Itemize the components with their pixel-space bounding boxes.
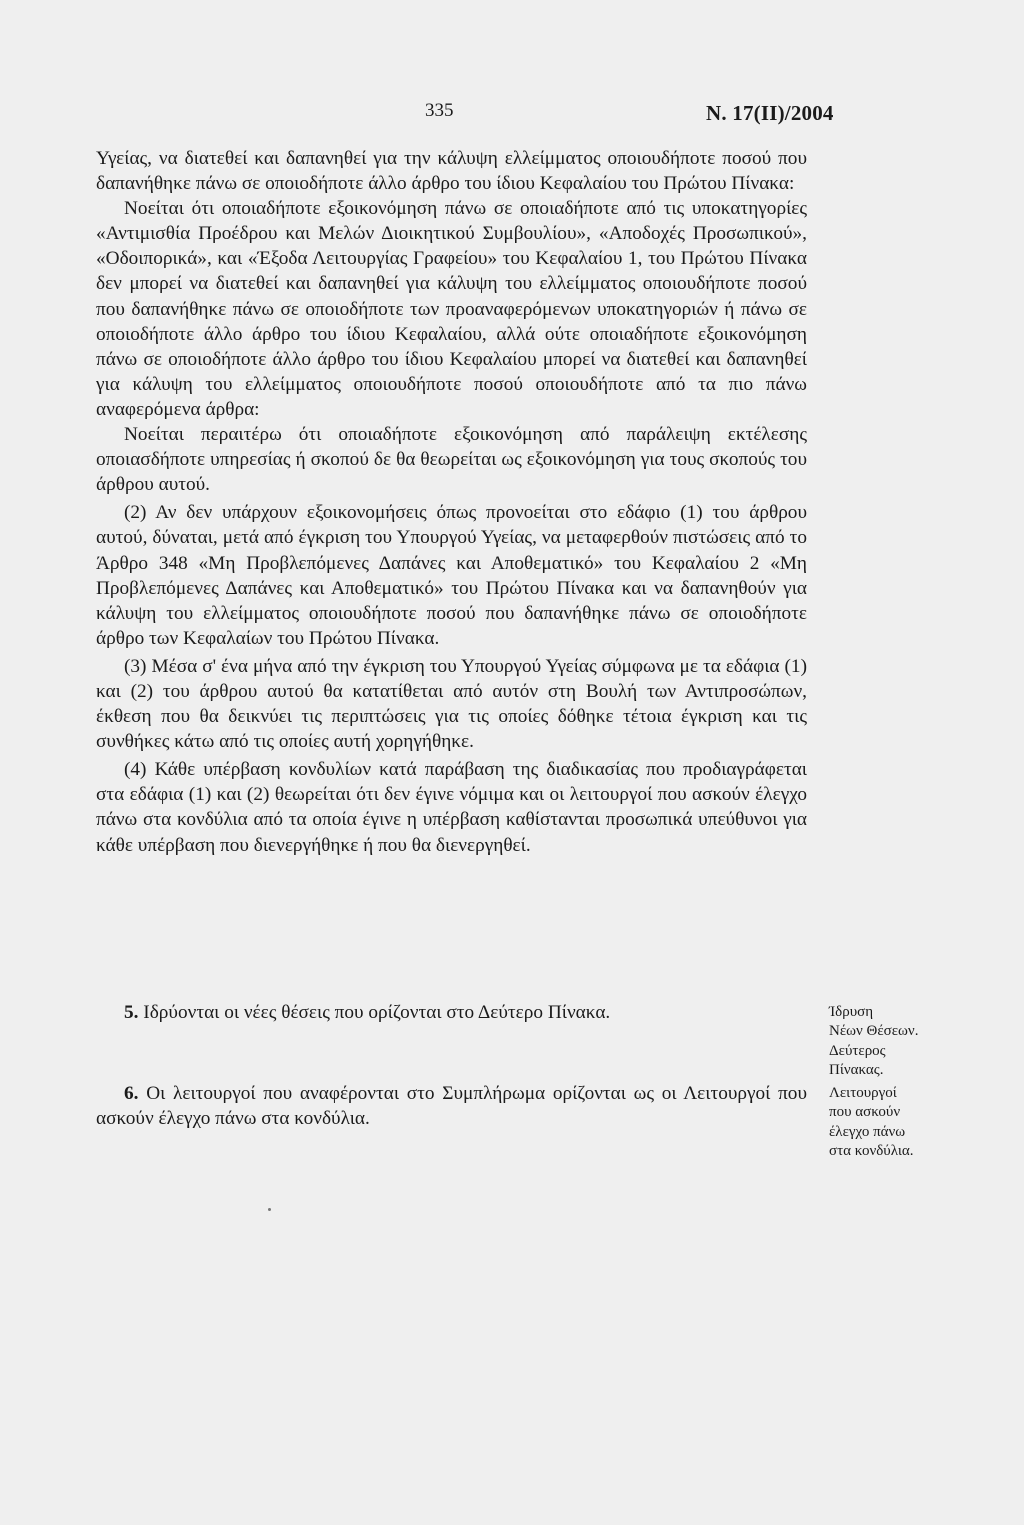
paragraph-subsection-3: (3) Μέσα σ' ένα μήνα από την έγκριση του Υπουργού Υγείας σύμφωνα με τα εδάφια (1) και (2) του άρθρου αυτού θα κατατίθεται από αυτόν στη Βουλή των Αντιπροσώπων, έκθεση που θα δεικνύει τις περιπτώσεις για τις οποίες δόθηκε τέτοια έγκριση και τις συνθήκες κάτω από τις οποίες αυτή χορηγήθηκε. (96, 655, 807, 753)
section-5 (96, 1000, 807, 1025)
paragraph-subsection-4: (4) Κάθε υπέρβαση κονδυλίων κατά παράβαση της διαδικασίας που προδιαγράφεται στα εδάφια (1) και (2) θεωρείται ότι δεν έγινε νόμιμα και οι λειτουργοί που ασκούν έλεγχο πάνω στα κονδύλια από τα οποία έγινε η υπέρβαση καθίστανται προσωπικά υπεύθυνοι για κάθε υπέρβαση που διενεργήθηκε ή που θα διενεργηθεί. (96, 759, 807, 856)
section-5-number: 5. (124, 1002, 139, 1023)
margin-note-line: που ασκούν (829, 1104, 901, 1121)
section-6 (96, 1081, 807, 1131)
margin-note-line: έλεγχο πάνω (829, 1123, 906, 1140)
paragraph-continuation: Υγείας, να διατεθεί και δαπανηθεί για την κάλυψη ελλείμματος οποιουδήποτε ποσού που δαπανήθηκε πάνω σε οποιοδήποτε άλλο άρθρο του ίδιου Κεφαλαίου του Πρώτου Πίνακα: (96, 148, 807, 195)
margin-note-line: Νέων Θέσεων. (829, 1023, 919, 1040)
margin-note-line: Πίνακας. (829, 1061, 884, 1078)
paragraph-subsection-2: (2) Αν δεν υπάρχουν εξοικονομήσεις όπως προνοείται στο εδάφιο (1) του άρθρου αυτού, δύναται, μετά από έγκριση του Υπουργού Υγείας, να μεταφερθούν πιστώσεις από το Άρθρο 348 «Μη Προβλεπόμενες Δαπάνες και Αποθεματικό» του Κεφαλαίου 2 «Μη Προβλεπόμενες Δαπάνες και Αποθεματικό» του Πρώτου Πίνακα και να δαπανηθούν για κάλυψη του ελλείμματος οποιουδήποτε ποσού που δαπανήθηκε πάνω σε οποιοδήποτε άρθρο των Κεφαλαίων του Πρώτου Πίνακα. (96, 502, 807, 649)
margin-note-line: Δεύτερος (829, 1042, 886, 1059)
law-number: Ν. 17(ΙΙ)/2004 (706, 101, 834, 125)
margin-note-section-5 (829, 1003, 959, 1080)
section-6-number: 6. (124, 1083, 139, 1104)
margin-note-section-6 (829, 1084, 959, 1161)
main-body (96, 146, 807, 858)
scan-speck (268, 1208, 271, 1211)
margin-note-line: Λειτουργοί (829, 1085, 897, 1101)
paragraph-proviso-2: Νοείται περαιτέρω ότι οποιαδήποτε εξοικονόμηση από παράλειψη εκτέλεσης οποιασδήποτε υπηρεσίας ή σκοπού δε θα θεωρείται ως εξοικονόμηση για τους σκοπούς του άρθρου αυτού. (96, 424, 807, 496)
section-5-text: Ιδρύονται οι νέες θέσεις που ορίζονται στο Δεύτερο Πίνακα. (143, 1002, 611, 1023)
page-number: 335 (425, 100, 454, 121)
section-6-text: Οι λειτουργοί που αναφέρονται στο Συμπλήρωμα ορίζονται ως οι Λειτουργοί που ασκούν έλεγχο πάνω στα κονδύλια. (96, 1083, 807, 1130)
margin-note-line: Ίδρυση (829, 1004, 874, 1020)
paragraph-proviso-1: Νοείται ότι οποιαδήποτε εξοικονόμηση πάνω σε οποιαδήποτε από τις υποκατηγορίες «Αντιμισθία Προέδρου και Μελών Διοικητικού Συμβουλίου», «Αποδοχές Προσωπικού», «Οδοιπορικά», και «Έξοδα Λειτουργίας Γραφείου» του Κεφαλαίου 1, του Πρώτου Πίνακα δεν μπορεί να διατεθεί και δαπανηθεί για κάλυψη του ελλείμματος οποιουδήποτε ποσού που δαπανήθηκε πάνω σε οποιοδήποτε των προαναφερόμενων υποκατηγοριών ή πάνω σε οποιοδήποτε άλλο άρθρο του ίδιου Κεφαλαίου, αλλά ούτε οποιαδήποτε εξοικονόμηση πάνω σε οποιοδήποτε άλλο άρθρο του ίδιου Κεφαλαίου μπορεί να διατεθεί και δαπανηθεί για κάλυψη του ελλείμματος οποιουδήποτε ποσού οποιουδήποτε από τα πιο πάνω αναφερόμενα άρθρα: (96, 198, 807, 420)
margin-note-line: στα κονδύλια. (829, 1142, 914, 1159)
